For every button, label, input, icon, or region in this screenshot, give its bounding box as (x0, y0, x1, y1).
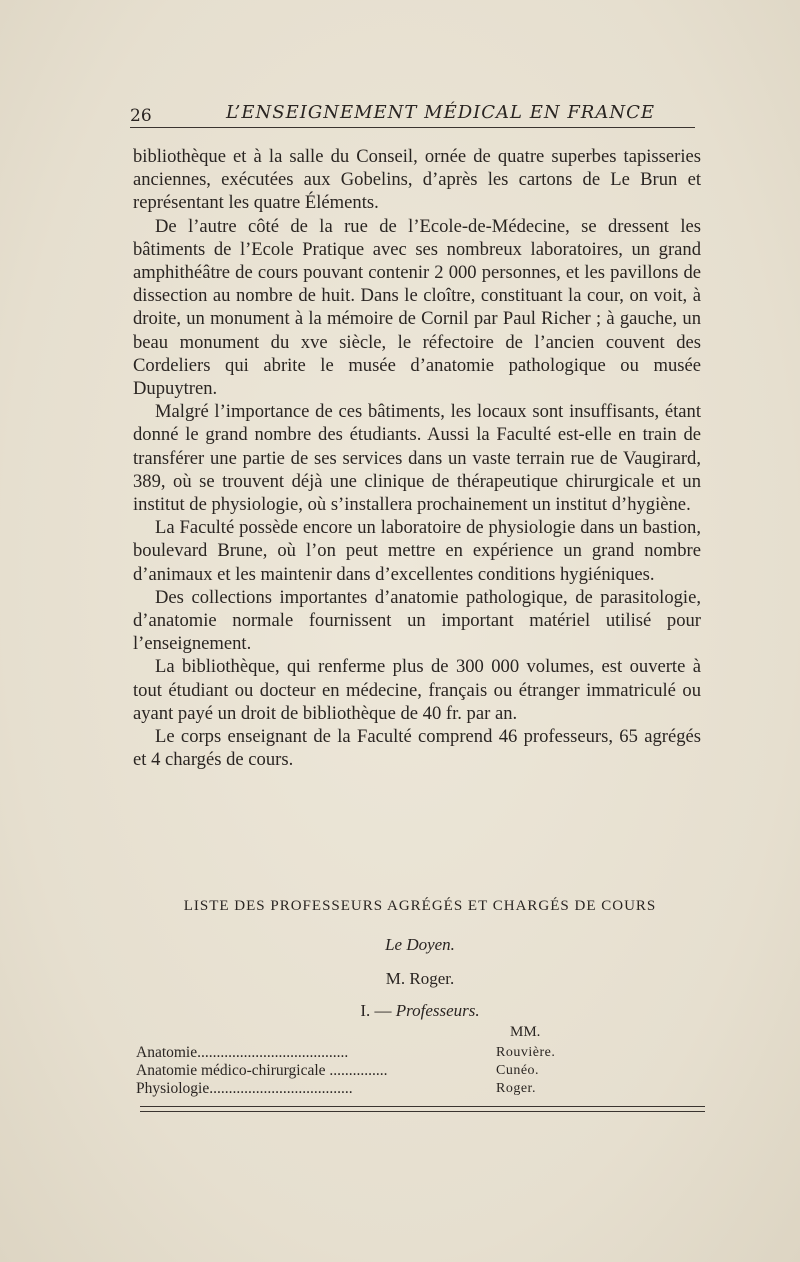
list-item (136, 1062, 706, 1080)
professor-name: Cunéo. (496, 1063, 540, 1078)
mm-label: MM. (510, 1024, 541, 1040)
page-number: 26 (130, 106, 152, 126)
list-item (136, 1044, 706, 1062)
list-item (136, 1080, 706, 1098)
page-header (130, 100, 710, 128)
list-title: LISTE DES PROFESSEURS AGRÉGÉS ET CHARGÉS DE COURS (183, 898, 657, 914)
paragraph: Malgré l’importance de ces bâtiments, les locaux sont insuffisants, étant donné le grand nombre des étudiants. Aussi la Faculté est-elle en train de transférer une partie de ses services dans un vaste terrain rue de Vaugirard, 389, où se trouvent déjà une clinique de thérapeutique chirurgicale et un institut de physiologie, où s’installera prochainement un institut d’hygiène. (133, 401, 701, 516)
paragraph: La bibliothèque, qui renferme plus de 300 000 volumes, est ouverte à tout étudiant ou docteur en médecine, français ou étranger immatriculé ou ayant payé un droit de bibliothèque de 40 fr. par an. (133, 656, 701, 724)
professor-name: Roger. (496, 1081, 536, 1096)
professor-name: Rouvière. (496, 1045, 556, 1060)
subject-label: Anatomie médico-chirurgicale ............... (136, 1062, 388, 1079)
doyen-label: Le Doyen. (385, 935, 455, 954)
professor-list (136, 1044, 706, 1098)
body-text (133, 145, 701, 771)
paragraph: La Faculté possède encore un laboratoire de physiologie dans un bastion, boulevard Brune, où l’on peut mettre en expérience un grand nombre d’animaux et les maintenir dans d’excellentes conditions hygiéniques. (133, 517, 701, 585)
paragraph: De l’autre côté de la rue de l’Ecole-de-Médecine, se dressent les bâtiments de l’Ecole Pratique avec ses nombreux laboratoires, un grand amphithéâtre de cours pouvant contenir 2 000 personnes, et les pavillons de dissection au nombre de huit. Dans le cloître, constituant la cour, on voit, à droite, un monument à la mémoire de Cornil par Paul Richer ; à gauche, un beau monument du xve siècle, le réfectoire de l’ancien couvent des Cordeliers qui abrite le musée d’anatomie pathologique ou musée Dupuytren. (133, 215, 701, 400)
section-heading (130, 1001, 710, 1021)
header-rule (130, 127, 695, 128)
running-title: L’ENSEIGNEMENT MÉDICAL EN FRANCE (226, 102, 656, 123)
footer-rule (140, 1111, 705, 1112)
section-title: Professeurs. (395, 1001, 480, 1020)
section-number: I. — (360, 1001, 392, 1020)
subject-label: Physiologie..................................... (136, 1080, 353, 1097)
paragraph: Le corps enseignant de la Faculté comprend 46 professeurs, 65 agrégés et 4 chargés de cours. (133, 726, 701, 771)
paragraph: bibliothèque et à la salle du Conseil, ornée de quatre superbes tapisseries anciennes, exécutées aux Gobelins, d’après les cartons de Le Brun et représentant les quatre Éléments. (133, 146, 701, 214)
paragraph: Des collections importantes d’anatomie pathologique, de parasitologie, d’anatomie normale fournissent un important matériel utilisé pour l’enseignement. (133, 586, 701, 655)
footer-rule (140, 1106, 705, 1107)
subject-label: Anatomie....................................... (136, 1044, 349, 1061)
doyen-name: M. Roger. (385, 969, 455, 988)
